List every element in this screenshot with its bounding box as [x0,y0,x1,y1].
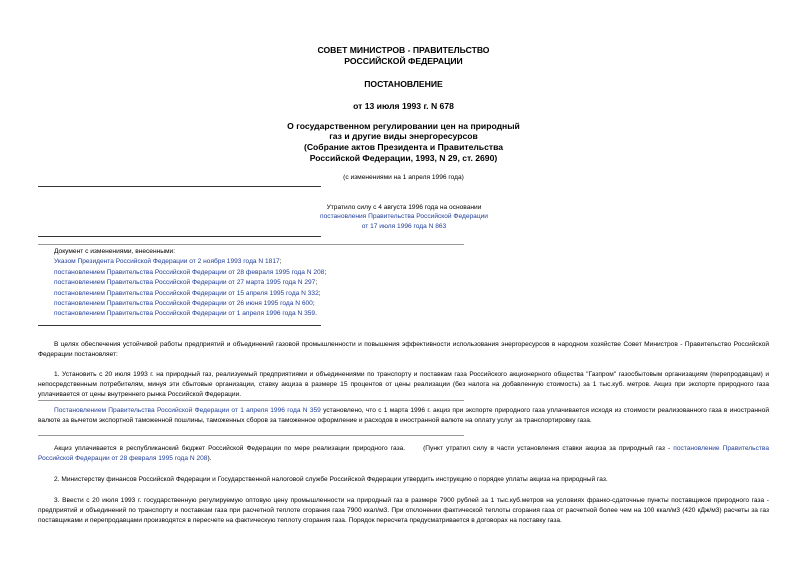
divider-2 [38,236,321,237]
paragraph-1-note: Постановлением Правительства Российской Федерации от 1 апреля 1996 года N 359 установлено, что с 1 марта 1996 г. акциз при экспорте природного газа уплачивается исходя из стоимости реализованного газа в иностранной валюте за вычетом экспортной таможенной пошлины, таможенных сборов за таможенное оформление и расходов в иностранной валюте на оплату услуг за транспортировку газа. [38,407,769,424]
paragraph-excise-payment: Акциз уплачивается в республиканский бюджет Российской Федерации по мере реализации природного газа. (Пункт утратил силу в части установления ставки акциза за природный газ - постановление Правительства Российской Федерации от 28 февраля 1995 года N 208). [38,445,769,462]
document-title-line2: газ и другие виды энергоресурсов [329,131,478,141]
document-type: ПОСТАНОВЛЕНИЕ [364,79,443,89]
document-title-line3: (Собрание актов Президента и Правительства [303,142,504,152]
divider-1 [38,186,321,187]
amendment-item: постановлением Правительства Российской Федерации от 28 февраля 1995 года N 208; [54,268,327,276]
divider-6 [38,435,464,436]
amendment-link[interactable]: постановлением Правительства Российской Федерации от 28 февраля 1995 года N 208 [54,268,325,276]
changes-note: (с изменениями на 1 апреля 1996 года) [343,174,464,181]
divider-4 [38,325,321,326]
resolution-359-link[interactable]: Постановлением Правительства Российской Федерации от 1 апреля 1996 года N 359 [54,407,321,414]
org-name-line2: РОССИЙСКОЙ ФЕДЕРАЦИИ [344,56,463,66]
paragraph-3: 3. Ввести с 20 июля 1993 г. государственную регулируемую оптовую цену промышленности на природный газ в размере 7900 рублей за 1 тыс.куб.метров на условиях франко-сдаточные пункты поставщиков природного газа - предприятий и объединений по транспорту и поставкам газа при расчетной теплоте сгорания газа 7900 ккал/м3. При отклонении фактической теплоты сгорания газа от расчетной более чем на 100 ккал/м3 (420 кДж/м3) расчеты за газ поставщиками и перепродавцами производятся в пересчете на фактическую теплоту сгорания газа. Порядок пересчета предусматривается в договорах на поставку газа. [38,497,769,524]
document-date-number: от 13 июля 1993 г. N 678 [353,101,454,111]
amendment-link[interactable]: постановлением Правительства Российской Федерации от 27 марта 1995 года N 297 [54,279,316,287]
divider-5 [38,400,464,401]
divider-3 [38,244,464,245]
amendment-item: постановлением Правительства Российской Федерации от 27 марта 1995 года N 297; [54,279,318,287]
repeal-link-line2[interactable]: от 17 июля 1996 года N 863 [361,223,447,230]
amendment-item: постановлением Правительства Российской Федерации от 26 июня 1995 года N 600; [54,299,315,307]
amendment-item: постановлением Правительства Российской Федерации от 15 апреля 1995 года N 332; [54,289,321,297]
document-title-line1: О государственном регулировании цен на природный [287,121,520,131]
status-line: Утратило силу с 4 августа 1996 года на основании [326,204,482,211]
repeal-link-line1[interactable]: постановления Правительства Российской Федерации [320,213,488,220]
resolution-208-link[interactable]: постановление Правительства Российской Федерации от 28 февраля 1995 года N 208 [38,445,769,462]
paragraph-2: 2. Министерству финансов Российской Федерации и Государственной налоговой службе Российской Федерации утвердить инструкцию о порядке уплаты акциза на природный газ. [54,476,608,483]
amendment-item: постановлением Правительства Российской Федерации от 1 апреля 1996 года N 359. [54,310,317,318]
amendment-item: Указом Президента Российской Федерации от 2 ноября 1993 года N 1817; [54,258,282,266]
preamble-paragraph: В целях обеспечения устойчивой работы предприятий и объединений газовой промышленности и повышения эффективности использования энергоресурсов в народном хозяйстве Совет Министров - Правительство Российской Федерации постановляет: [38,341,769,358]
document-title-line4: Российской Федерации, 1993, N 29, ст. 2690) [309,153,498,163]
amendments-block [54,247,454,320]
paragraph-1: 1. Установить с 20 июля 1993 г. на природный газ, реализуемый предприятиями и объединениями по транспорту и поставкам газа Российского акционерного общества "Газпром" газосбытовым организациям (перепродавцам) и непосредственным потребителям, минуя эти сбытовые организации, ставку акциза в размере 15 процентов от цены реализации (без налога на добавленную стоимость) за 1 тыс.куб. метров. Акциз при экспорте природного газа уплачивается от цены внутреннего рынка Российской Федерации. [38,371,769,398]
amendment-link[interactable]: Указом Президента Российской Федерации от 2 ноября 1993 года N 1817 [54,258,280,266]
amendment-link[interactable]: постановлением Правительства Российской Федерации от 1 апреля 1996 года N 359 [54,310,316,318]
org-name-line1: СОВЕТ МИНИСТРОВ - ПРАВИТЕЛЬСТВО [317,45,490,55]
amendment-link[interactable]: постановлением Правительства Российской Федерации от 15 апреля 1995 года N 332 [54,289,319,297]
amendments-title: Документ с изменениями, внесенными: [54,248,176,255]
amendment-link[interactable]: постановлением Правительства Российской Федерации от 26 июня 1995 года N 600 [54,299,313,307]
